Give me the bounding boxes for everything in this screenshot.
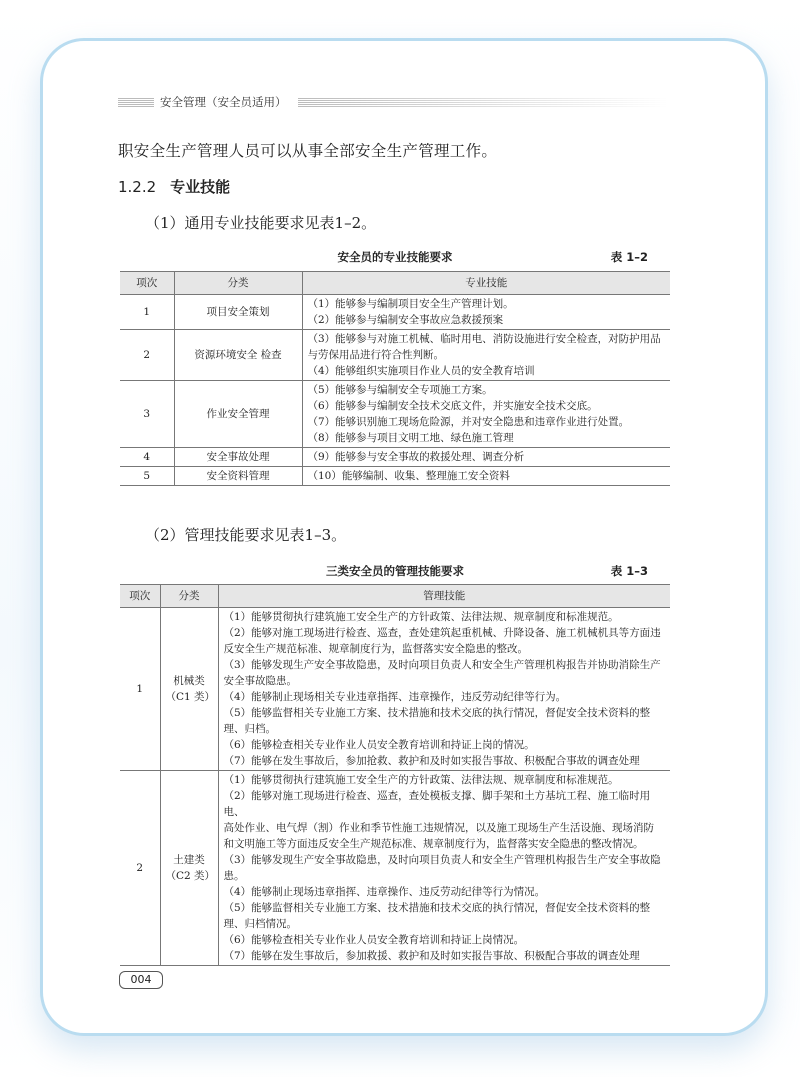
row-category-label: 项目安全策划 xyxy=(206,306,270,318)
table-header-row xyxy=(120,272,670,295)
running-header xyxy=(118,94,668,110)
row-number: 2 xyxy=(120,771,160,966)
row-number: 4 xyxy=(120,448,174,467)
skill-line: 安全事故隐患。 xyxy=(223,675,297,687)
row-skills xyxy=(302,295,670,330)
col-header-category: 分类 xyxy=(174,272,302,295)
header-title: 安全管理（安全员适用） xyxy=(160,95,287,109)
table1-caption xyxy=(120,249,670,267)
skill-line: 高处作业、电气焊（割）作业和季节性施工违规情况，以及施工现场生产生活设施、现场消防 xyxy=(223,822,654,834)
skill-line: （2）能够对施工现场进行检查、巡查，查处模板支撑、脚手架和土方基坑工程、施工临时用电、 xyxy=(223,790,651,818)
table-row xyxy=(120,330,670,381)
skill-line: 与劳保用品进行符合性判断。 xyxy=(307,349,444,361)
table-row xyxy=(120,467,670,486)
row-skills xyxy=(302,330,670,381)
table-header-row xyxy=(120,585,670,608)
skill-line: （10）能够编制、收集、整理施工安全资料 xyxy=(307,470,510,482)
table-row xyxy=(120,608,670,771)
skill-line: （3）能够发现生产安全事故隐患，及时向项目负责人和安全生产管理机构报告生产安全事故隐患。 xyxy=(223,854,661,882)
paragraph-2: （2）管理技能要求见表1–3。 xyxy=(145,526,347,544)
row-category xyxy=(174,330,302,381)
col-header-category: 分类 xyxy=(160,585,218,608)
skill-line: （1）能够贯彻执行建筑施工安全生产的方针政策、法律法规、规章制度和标准规范。 xyxy=(223,774,619,786)
skill-line: 理、归档情况。 xyxy=(223,918,297,930)
row-number: 3 xyxy=(120,381,174,448)
row-category-label: 作业安全管理 xyxy=(206,408,270,420)
skill-line: （6）能够检查相关专业作业人员安全教育培训和持证上岗的情况。 xyxy=(223,739,535,751)
col-header-skills: 专业技能 xyxy=(302,272,670,295)
skill-line: （9）能够参与安全事故的救援处理、调查分析 xyxy=(307,451,525,463)
row-category xyxy=(174,295,302,330)
skill-line: （6）能够检查相关专业作业人员安全教育培训和持证上岗情况。 xyxy=(223,934,525,946)
table-row xyxy=(120,295,670,330)
table2-caption-title: 三类安全员的管理技能要求 xyxy=(326,564,464,578)
row-category-code: （C1 类） xyxy=(165,691,216,703)
skill-line: （7）能够识别施工现场危险源，并对安全隐患和违章作业进行处置。 xyxy=(307,416,630,428)
col-header-no: 项次 xyxy=(120,272,174,295)
col-header-no: 项次 xyxy=(120,585,160,608)
skill-line: （7）能够在发生事故后，参加抢救、救护和及时如实报告事故、积极配合事故的调查处理 xyxy=(223,755,640,767)
row-skills xyxy=(218,771,670,966)
skill-line: （4）能够组织实施项目作业人员的安全教育培训 xyxy=(307,365,535,377)
table-management-skills xyxy=(120,584,670,966)
skill-line: （8）能够参与项目文明工地、绿色施工管理 xyxy=(307,432,514,444)
header-rule-left xyxy=(118,97,154,107)
skill-line: （4）能够制止现场相关专业违章指挥、违章操作，违反劳动纪律等行为。 xyxy=(223,691,567,703)
row-number: 1 xyxy=(120,608,160,771)
table1-number: 表 1–2 xyxy=(610,250,648,264)
header-rule-right xyxy=(298,97,668,107)
table-row xyxy=(120,771,670,966)
row-category-label: 资源环境安全 检查 xyxy=(194,349,282,361)
skill-line: （1）能够贯彻执行建筑施工安全生产的方针政策、法律法规、规章制度和标准规范。 xyxy=(223,611,619,623)
page-number: 004 xyxy=(119,971,163,989)
row-category-label: 安全资料管理 xyxy=(206,470,270,482)
skill-line: （6）能够参与编制安全技术交底文件，并实施安全技术交底。 xyxy=(307,400,598,412)
table1-caption-title: 安全员的专业技能要求 xyxy=(337,250,453,264)
skill-line: （5）能够监督相关专业施工方案、技术措施和技术交底的执行情况，督促安全技术资料的整 xyxy=(223,902,651,914)
table-skills xyxy=(120,271,670,486)
row-category xyxy=(174,381,302,448)
row-number: 2 xyxy=(120,330,174,381)
skill-line: （3）能够参与对施工机械、临时用电、消防设施进行安全检查，对防护用品 xyxy=(307,333,661,345)
skill-line: （7）能够在发生事故后，参加救援、救护和及时如实报告事故、积极配合事故的调查处理 xyxy=(223,950,640,962)
skill-line: 理、归档。 xyxy=(223,723,276,735)
row-skills xyxy=(218,608,670,771)
skill-line: （4）能够制止现场违章指挥、违章操作、违反劳动纪律等行为情况。 xyxy=(223,886,546,898)
row-category-label: 机械类 xyxy=(173,675,205,687)
row-skills xyxy=(302,467,670,486)
row-category-code: （C2 类） xyxy=(165,870,216,882)
row-skills xyxy=(302,448,670,467)
table2-caption xyxy=(120,563,670,581)
row-category xyxy=(160,771,218,966)
skill-line: 反安全生产规范标准、规章制度行为，监督落实安全隐患的整改。 xyxy=(223,643,528,655)
col-header-skills: 管理技能 xyxy=(218,585,670,608)
skill-line: （5）能够监督相关专业施工方案、技术措施和技术交底的执行情况，督促安全技术资料的整 xyxy=(223,707,651,719)
skill-line: （2）能够参与编制安全事故应急救援预案 xyxy=(307,314,504,326)
row-category xyxy=(160,608,218,771)
row-number: 5 xyxy=(120,467,174,486)
row-category-label: 土建类 xyxy=(173,854,205,866)
table-row xyxy=(120,448,670,467)
row-category xyxy=(174,448,302,467)
body-text-line: 职安全生产管理人员可以从事全部安全生产管理工作。 xyxy=(118,142,498,160)
table2-number: 表 1–3 xyxy=(610,564,648,578)
row-skills xyxy=(302,381,670,448)
row-category xyxy=(174,467,302,486)
row-number: 1 xyxy=(120,295,174,330)
skill-line: （2）能够对施工现场进行检查、巡查，查处建筑起重机械、升降设备、施工机械机具等方面违 xyxy=(223,627,661,639)
skill-line: （5）能够参与编制安全专项施工方案。 xyxy=(307,384,493,396)
table-row xyxy=(120,381,670,448)
skill-line: （3）能够发现生产安全事故隐患，及时向项目负责人和安全生产管理机构报告并协助消除生产 xyxy=(223,659,661,671)
skill-line: （1）能够参与编制项目安全生产管理计划。 xyxy=(307,298,514,310)
skill-line: 和文明施工等方面违反安全生产规范标准、规章制度行为，监督落实安全隐患的整改情况。 xyxy=(223,838,644,850)
section-title: 专业技能 xyxy=(170,178,231,196)
row-category-label: 安全事故处理 xyxy=(206,451,270,463)
section-number: 1.2.2 xyxy=(118,178,157,196)
section-heading xyxy=(118,176,230,197)
paragraph-1: （1）通用专业技能要求见表1–2。 xyxy=(145,214,377,232)
